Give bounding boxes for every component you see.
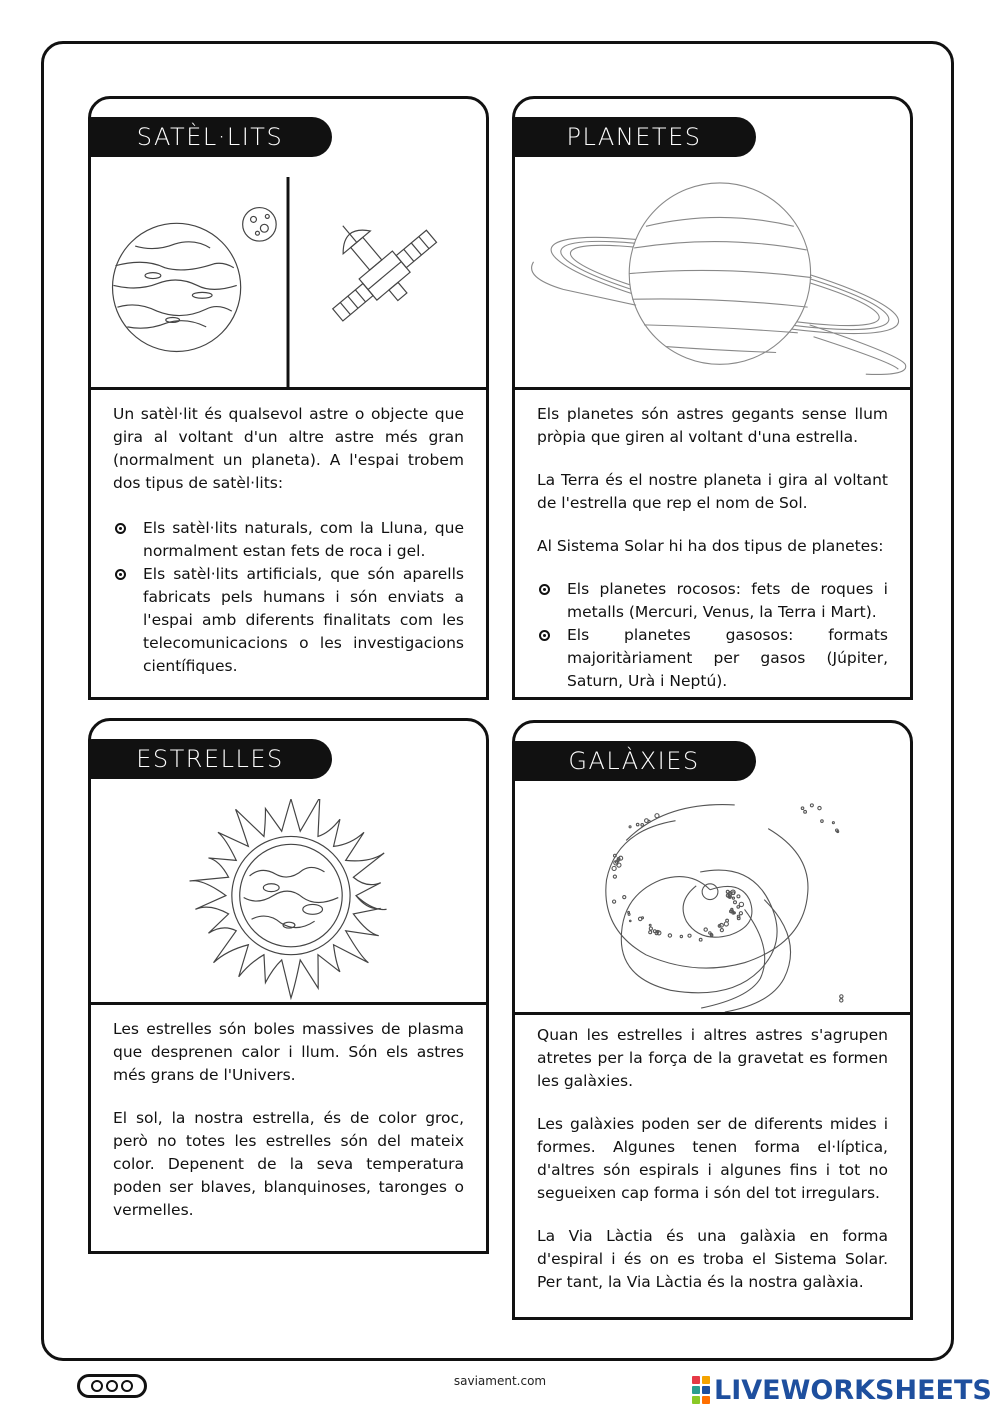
brand-name: LIVEWORKSHEETS [714,1374,992,1406]
card-title: SATÈL·LITS [88,117,332,157]
list-item: Els satèl·lits naturals, com la Lluna, que normalment estan fets de roca i gel. [113,517,464,563]
galaxy-star-dot [840,995,843,998]
galaxies-text [537,1024,888,1314]
stars-illustration [91,799,486,1005]
galaxy-star-dot [836,829,839,832]
galaxy-star-dot [628,913,630,915]
galaxy-star-dot [680,935,682,937]
satellites-intro: Un satèl·lit és qualsevol astre o objecte que gira al voltant d'un altre astre més gran (normalment un planeta). A l'espai trobem dos tipus de satèl·lits: [113,405,464,492]
bullet-icon [539,630,550,641]
liveworksheets-logo [692,1374,992,1406]
galaxy-star-dot [649,927,652,930]
galaxy-star-dot [688,934,691,937]
stars-paragraph: El sol, la nostra estrella, és de color groc, però no totes les estrelles són del mateix color. Depenent de la seva temperatura poden ser blaves, blanquinoses, taronges o vermelles. [113,1109,464,1219]
stars-paragraph: Les estrelles són boles massives de plasma que desprenen calor i llum. Són els astres més grans de l'Univers. [113,1020,464,1084]
card-title: PLANETES [512,117,756,157]
spiral-galaxy-illustration [606,804,843,1012]
galaxy-star-dot [734,901,737,904]
galaxy-star-dot [804,810,807,813]
satellites-text [113,403,464,678]
artificial-satellite-illustration [296,186,449,336]
galaxy-star-dot [818,806,821,809]
galaxy-star-dot [642,917,644,919]
galaxy-star-dot [737,906,740,909]
galaxy-star-dot [613,875,616,878]
galaxy-star-dot [704,928,707,931]
galaxy-star-dot [737,895,740,898]
galaxy-star-dot [636,823,639,826]
galaxy-star-dot [649,924,651,926]
satellites-bullet-list [113,517,464,678]
stars-text [113,1018,464,1242]
moon-illustration [243,208,277,242]
planets-bullet-list [537,578,888,693]
galaxy-star-dot [641,824,644,827]
galaxy-star-dot [720,923,724,927]
galaxy-star-dot [739,902,743,906]
galaxy-star-dot [724,922,728,926]
card-satellites [88,96,489,700]
site-url: saviament.com [453,1374,547,1388]
card-galaxies [512,720,913,1320]
card-title: ESTRELLES [88,739,332,779]
galaxies-paragraph: Quan les estrelles i altres astres s'agrupen atretes per la força de la gravetat es formen les galàxies. [537,1026,888,1090]
galaxy-star-dot [629,920,631,922]
list-item: Els planetes rocosos: fets de roques i metalls (Mercuri, Venus, la Terra i Mart). [537,578,888,624]
planets-illustration [515,177,910,390]
galaxy-star-dot [801,807,804,810]
list-item: Els satèl·lits artificials, que són aparells fabricats pels humans i són enviats a l'espai amb diferents finalitats com les telecomunicacions o les investigacions científiques. [113,563,464,678]
card-stars [88,718,489,1254]
planets-text [537,403,888,693]
logo-blocks-icon [692,1376,710,1404]
galaxy-star-dot [623,896,626,899]
card-planets [512,96,913,700]
galaxy-star-dot [739,912,742,915]
planets-paragraph: Al Sistema Solar hi ha dos tipus de planetes: [537,537,884,555]
planets-paragraph: La Terra és el nostre planeta i gira al voltant de l'estrella que rep el nom de Sol. [537,471,888,512]
bullet-icon [115,523,126,534]
galaxy-star-dot [668,934,671,937]
galaxies-paragraph: Les galàxies poden ser de diferents mides i formes. Algunes tenen forma el·líptica, d'altres són espirals i algunes fins i tot no segueixen cap forma i són del tot irregulars. [537,1115,888,1202]
galaxies-illustration [515,801,910,1015]
galaxy-star-dot [840,999,843,1002]
sun-illustration [190,799,387,998]
bullet-icon [539,584,550,595]
page-number-pill [77,1374,147,1398]
circle-icon [106,1380,118,1392]
card-title: GALÀXIES [512,741,756,781]
galaxy-star-dot [649,931,652,934]
galaxy-star-dot [613,900,616,903]
galaxy-star-dot [709,932,711,934]
saturn-illustration [532,183,906,375]
circle-icon [91,1380,103,1392]
planet-illustration [113,223,241,351]
galaxy-star-dot [810,804,813,807]
circle-icon [121,1380,133,1392]
galaxy-star-dot [614,854,617,857]
galaxy-star-dot [832,822,834,824]
galaxy-star-dot [699,938,702,941]
galaxy-star-dot [648,820,650,822]
galaxy-star-dot [720,929,723,932]
satellites-illustration [91,177,486,390]
list-item: Els planetes gasosos: formats majoritàriament per gasos (Júpiter, Saturn, Urà i Neptú). [537,624,888,693]
galaxy-star-dot [821,820,824,823]
galaxy-star-dot [655,814,659,818]
galaxy-star-dot [629,826,631,828]
galaxy-star-dot [612,866,616,870]
planets-paragraph: Els planetes són astres gegants sense llum pròpia que giren al voltant d'una estrella. [537,405,888,446]
bullet-icon [115,569,126,580]
galaxies-paragraph: La Via Làctia és una galàxia en forma d'espiral i és on es troba el Sistema Solar. Per tant, la Via Làctia és la nostra galàxia. [537,1227,888,1291]
galaxy-star-dot [732,897,734,899]
